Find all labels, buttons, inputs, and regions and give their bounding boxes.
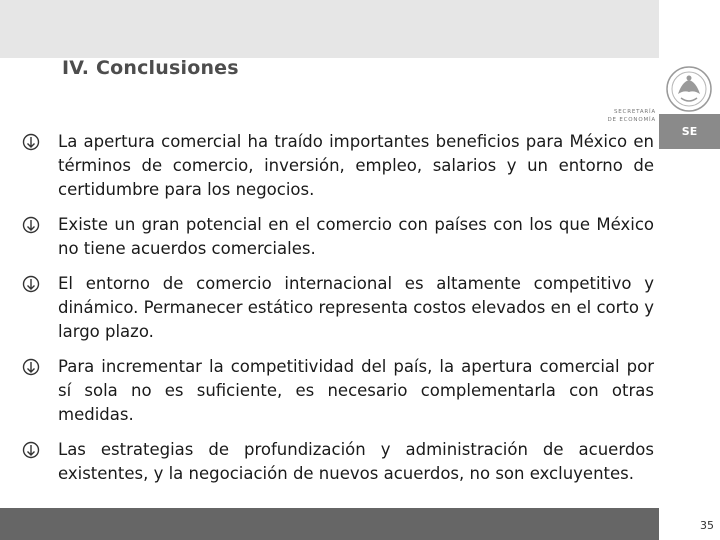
secretaria-line2: DE ECONOMÍA	[607, 117, 656, 123]
list-item	[22, 272, 654, 344]
list-item	[22, 438, 654, 486]
coat-of-arms-icon	[664, 64, 714, 114]
secretaria-logo	[590, 108, 656, 124]
bullet-text: Las estrategias de profundización y administración de acuerdos existentes, y la negociación de nuevos acuerdos, no son excluyentes.	[58, 440, 654, 483]
bullet-text: Existe un gran potencial en el comercio con países con los que México no tiene acuerdos comerciales.	[58, 215, 654, 258]
list-item	[22, 355, 654, 427]
circled-arrow-icon	[22, 133, 40, 151]
list-item	[22, 213, 654, 261]
bullet-text: Para incrementar la competitividad del país, la apertura comercial por sí sola no es suficiente, es necesario complementarla con otras medidas.	[58, 357, 654, 424]
circled-arrow-icon	[22, 441, 40, 459]
page-title: IV. Conclusiones	[62, 57, 239, 79]
circled-arrow-icon	[22, 358, 40, 376]
page-number: 35	[700, 518, 714, 532]
list-item	[22, 130, 654, 202]
circled-arrow-icon	[22, 216, 40, 234]
page-number-box	[659, 508, 720, 540]
secretaria-line1: SECRETARÍA	[613, 109, 656, 115]
bullet-text: La apertura comercial ha traído importantes beneficios para México en términos de comercio, inversión, empleo, salarios y un entorno de certidumbre para los negocios.	[58, 132, 654, 199]
se-logo-box	[659, 114, 720, 149]
header-band	[0, 0, 659, 58]
conclusions-list	[22, 130, 654, 497]
circled-arrow-icon	[22, 275, 40, 293]
se-label: SE	[681, 125, 698, 138]
footer-band	[0, 508, 659, 540]
bullet-text: El entorno de comercio internacional es altamente competitivo y dinámico. Permanecer estático representa costos elevados en el corto y largo plazo.	[58, 274, 654, 341]
